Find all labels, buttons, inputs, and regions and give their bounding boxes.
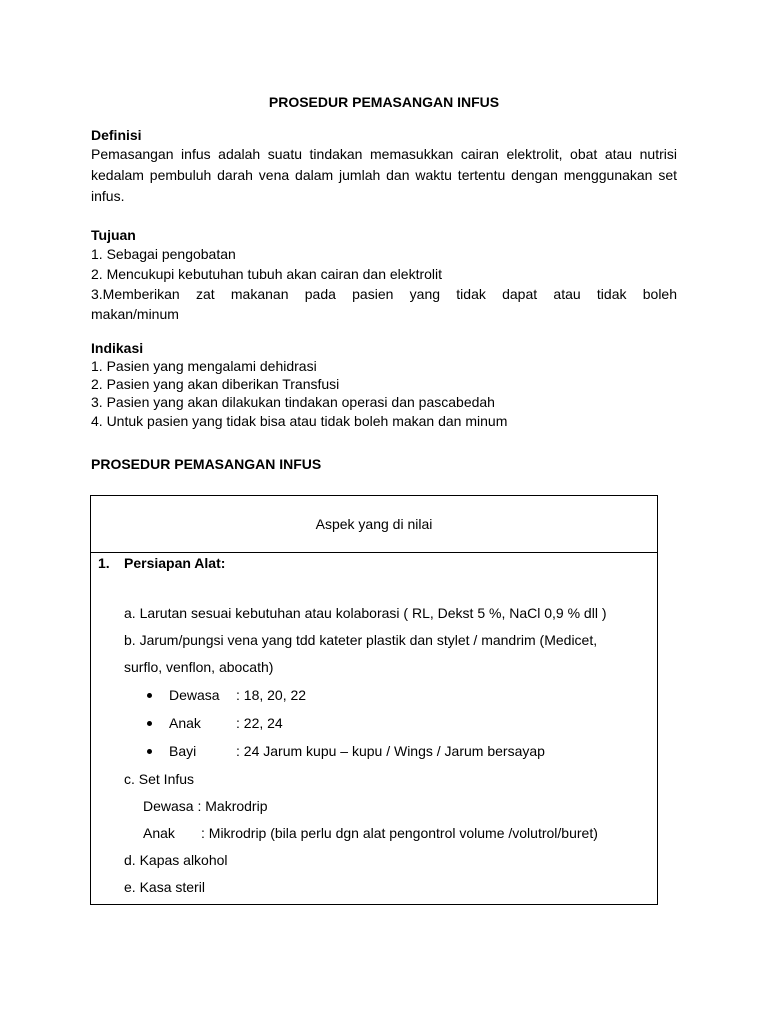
bullet-label-dewasa: Dewasa — [169, 687, 220, 703]
tujuan-heading: Tujuan — [91, 227, 136, 243]
indikasi-item: 1. Pasien yang mengalami dehidrasi — [91, 358, 317, 374]
definisi-section — [91, 127, 677, 207]
item-c: c. Set Infus — [124, 771, 195, 787]
bullet-icon — [147, 721, 152, 726]
item-b-line2: surflo, venflon, abocath) — [124, 659, 274, 675]
indikasi-item: 3. Pasien yang akan dilakukan tindakan operasi dan pascabedah — [91, 394, 495, 410]
procedure-heading: PROSEDUR PEMASANGAN INFUS — [91, 456, 322, 472]
item-b-line1: b. Jarum/pungsi vena yang tdd kateter plastik dan stylet / mandrim (Medicet, — [124, 632, 598, 648]
bullet-icon — [147, 749, 152, 754]
step-title: Persiapan Alat: — [124, 555, 226, 571]
bullet-icon — [147, 693, 152, 698]
table-header: Aspek yang di nilai — [91, 496, 657, 553]
bullet-label-anak: Anak — [169, 715, 201, 731]
document-title: PROSEDUR PEMASANGAN INFUS — [268, 94, 500, 110]
indikasi-section — [91, 340, 677, 431]
step-number: 1. — [98, 555, 110, 571]
item-e: e. Kasa steril — [124, 879, 205, 895]
tujuan-item: makan/minum — [91, 306, 179, 322]
bullet-value-anak: : 22, 24 — [236, 715, 283, 731]
indikasi-item: 2. Pasien yang akan diberikan Transfusi — [91, 376, 340, 392]
bullet-value-dewasa: : 18, 20, 22 — [236, 687, 307, 703]
tujuan-item: 1. Sebagai pengobatan — [91, 246, 236, 262]
bullet-value-bayi: : 24 Jarum kupu – kupu / Wings / Jarum bersayap — [236, 743, 545, 759]
item-a: a. Larutan sesuai kebutuhan atau kolaborasi ( RL, Dekst 5 %, NaCl 0,9 % dll ) — [124, 605, 607, 621]
item-c-dewasa: Dewasa : Makrodrip — [143, 798, 268, 814]
definisi-heading: Definisi — [91, 127, 142, 143]
item-d: d. Kapas alkohol — [124, 852, 228, 868]
tujuan-item: 3.Memberikan zat makanan pada pasien yang tidak dapat atau tidak boleh — [91, 286, 677, 302]
tujuan-item: 2. Mencukupi kebutuhan tubuh akan cairan dan elektrolit — [91, 266, 443, 282]
indikasi-item: 4. Untuk pasien yang tidak bisa atau tidak boleh makan dan minum — [91, 413, 508, 429]
bullet-label-bayi: Bayi — [169, 743, 197, 759]
item-c-anak-value: : Mikrodrip (bila perlu dgn alat pengontrol volume /volutrol/buret) — [201, 825, 598, 841]
tujuan-section — [91, 227, 677, 324]
indikasi-heading: Indikasi — [91, 340, 144, 356]
definisi-text: Pemasangan infus adalah suatu tindakan memasukkan cairan elektrolit, obat atau nutrisi kedalam pembuluh darah vena dalam jumlah dan waktu tertentu dengan menggunakan set infus. — [91, 146, 677, 204]
item-c-anak-label: Anak — [143, 825, 175, 841]
assessment-table — [90, 495, 658, 905]
